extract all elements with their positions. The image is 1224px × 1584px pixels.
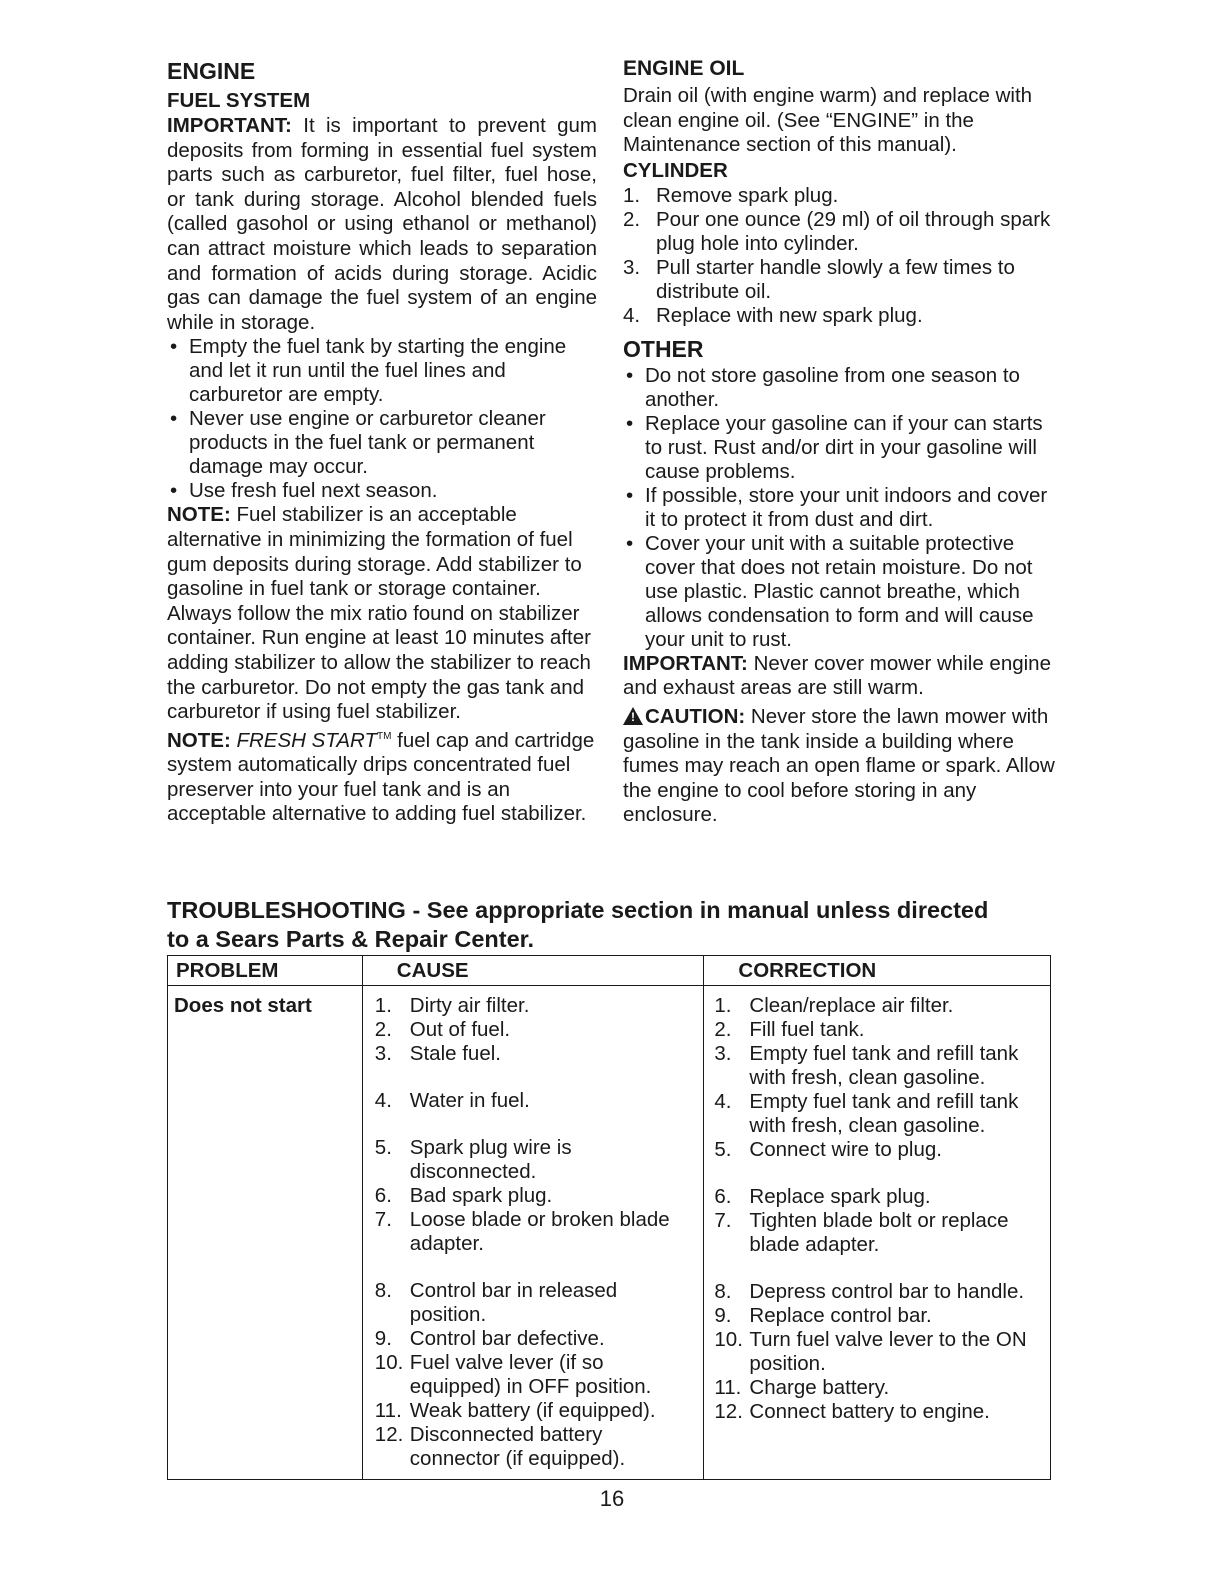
important-label: IMPORTANT:	[623, 651, 748, 675]
note-label: NOTE:	[167, 728, 231, 752]
list-item: 2. Out of fuel.	[374, 1018, 511, 1041]
cylinder-heading: CYLINDER	[623, 158, 728, 182]
other-heading: OTHER	[623, 335, 704, 362]
header-cause: CAUSE	[362, 956, 704, 986]
right-column	[623, 56, 1058, 828]
cause-cell	[362, 986, 704, 1480]
list-item: 10. Turn fuel valve lever to the ON position.	[714, 1328, 1027, 1375]
important-label: IMPORTANT:	[167, 114, 292, 137]
important-paragraph	[623, 652, 1058, 701]
header-problem: PROBLEM	[168, 956, 363, 986]
note-text: Fuel stabilizer is an acceptable alternative in minimizing the formation of fuel gum deposits during storage. Add stabilizer to gasoline in fuel tank or storage container. Always follow the mix ratio found on stabilizer container. Run engine at least 10 minutes after adding stabilizer to allow the stabilizer to reach the carburetor. Do not empty the gas tank and carburetor if using fuel stabilizer.	[167, 503, 591, 724]
page-number: 16	[599, 1486, 625, 1511]
left-column	[167, 56, 597, 827]
list-item: 3. Pull starter handle slowly a few times to distribute oil.	[623, 255, 1015, 303]
list-item: • Empty the fuel tank by starting the engine and let it run until the fuel lines and carburetor are empty.	[167, 335, 597, 407]
important-paragraph	[167, 114, 597, 335]
list-item: • Cover your unit with a suitable protective cover that does not retain moisture. Do not use plastic. Plastic cannot breathe, which allows condensation to form and will cause your unit to rust.	[623, 532, 1058, 652]
correction-cell	[704, 986, 1051, 1480]
list-item: • Use fresh fuel next season.	[167, 479, 597, 503]
list-item: 8. Control bar in released position.	[374, 1279, 618, 1326]
list-item: 4. Replace with new spark plug.	[623, 303, 923, 327]
list-item: 9. Control bar defective.	[374, 1327, 605, 1350]
troubleshooting-table	[167, 955, 1051, 1480]
list-item: 1. Remove spark plug.	[623, 183, 839, 207]
list-item: 10. Fuel valve lever (if so equipped) in OFF position.	[374, 1351, 652, 1398]
list-item: 6. Replace spark plug.	[714, 1185, 931, 1208]
note-stabilizer	[167, 503, 597, 724]
important-text: It is important to prevent gum deposits from forming in essential fuel system parts such as carburetor, fuel filter, fuel hose, or tank during storage. Alcohol blended fuels (called gasohol or using ethanol or methanol) can attract moisture which leads to separation and formation of acids during storage. Acidic gas can damage the fuel system of an engine while in storage.	[167, 114, 597, 334]
list-item: 9. Replace control bar.	[714, 1304, 932, 1327]
list-item: 3. Empty fuel tank and refill tank with fresh, clean gasoline.	[714, 1042, 1019, 1089]
list-item: • Do not store gasoline from one season to another.	[623, 364, 1058, 412]
caution-text: Never store the lawn mower with gasoline in the tank inside a building where fumes may reach an open flame or spark. Allow the engine to cool before storing in any enclosure.	[623, 704, 1055, 827]
table-header-row	[168, 956, 1051, 986]
list-item: 3. Stale fuel.	[374, 1042, 501, 1065]
list-item: 7. Loose blade or broken blade adapter.	[374, 1208, 670, 1255]
caution-label: CAUTION:	[645, 704, 746, 728]
table-row	[168, 986, 1051, 1480]
troubleshooting-title-line1: TROUBLESHOOTING - See appropriate section in manual unless directed	[167, 897, 989, 923]
cylinder-steps	[623, 184, 1058, 328]
note-label: NOTE:	[167, 503, 231, 527]
fuel-system-heading: FUEL SYSTEM	[167, 89, 311, 112]
correction-list	[714, 994, 1044, 1424]
important-text: Never cover mower while engine and exhaust areas are still warm.	[623, 651, 1051, 700]
engine-heading: ENGINE	[167, 58, 256, 84]
note-text: fuel cap and cartridge system automatically drips concentrated fuel preserver into your fuel tank and is an acceptable alternative to adding fuel stabilizer.	[167, 728, 595, 826]
list-item: 11. Weak battery (if equipped).	[374, 1399, 656, 1422]
list-item: • Replace your gasoline can if your can starts to rust. Rust and/or dirt in your gasoline will cause problems.	[623, 412, 1058, 484]
list-item: 11. Charge battery.	[714, 1376, 890, 1399]
problem-text: Does not start	[174, 994, 312, 1017]
warning-triangle-icon: !	[623, 707, 643, 725]
cause-list	[375, 994, 698, 1471]
list-item: 4. Water in fuel.	[374, 1089, 530, 1112]
list-item: • If possible, store your unit indoors and cover it to protect it from dust and dirt.	[623, 484, 1058, 532]
fuel-bullets	[167, 335, 597, 503]
caution-paragraph	[623, 705, 1058, 828]
list-item: 4. Empty fuel tank and refill tank with fresh, clean gasoline.	[714, 1090, 1019, 1137]
problem-cell	[168, 986, 363, 1480]
list-item: 6. Bad spark plug.	[374, 1184, 553, 1207]
list-item: 2. Fill fuel tank.	[714, 1018, 865, 1041]
engine-oil-text: Drain oil (with engine warm) and replace with clean engine oil. (See “ENGINE” in the Maintenance section of this manual).	[623, 84, 1033, 157]
troubleshooting-title-line2: to a Sears Parts & Repair Center.	[167, 926, 535, 952]
troubleshooting-title	[167, 896, 1067, 954]
list-item: 5. Spark plug wire is disconnected.	[374, 1136, 572, 1183]
other-bullets	[623, 364, 1058, 652]
list-item: 12. Disconnected battery connector (if equipped).	[374, 1423, 626, 1470]
note-fresh-start	[167, 725, 597, 827]
list-item: 1. Dirty air filter.	[374, 994, 530, 1017]
list-item: 1. Clean/replace air filter.	[714, 994, 954, 1017]
header-correction: CORRECTION	[704, 956, 1051, 986]
trademark: TM	[376, 730, 392, 742]
list-item: • Never use engine or carburetor cleaner products in the fuel tank or permanent damage may occur.	[167, 407, 597, 479]
list-item: 7. Tighten blade bolt or replace blade adapter.	[714, 1209, 1009, 1256]
engine-oil-heading: ENGINE OIL	[623, 57, 745, 80]
fresh-start-brand: FRESH START	[236, 728, 377, 752]
list-item: 2. Pour one ounce (29 ml) of oil through spark plug hole into cylinder.	[623, 207, 1051, 255]
list-item: 5. Connect wire to plug.	[714, 1138, 942, 1161]
list-item: 8. Depress control bar to handle.	[714, 1280, 1025, 1303]
list-item: 12. Connect battery to engine.	[714, 1400, 990, 1423]
